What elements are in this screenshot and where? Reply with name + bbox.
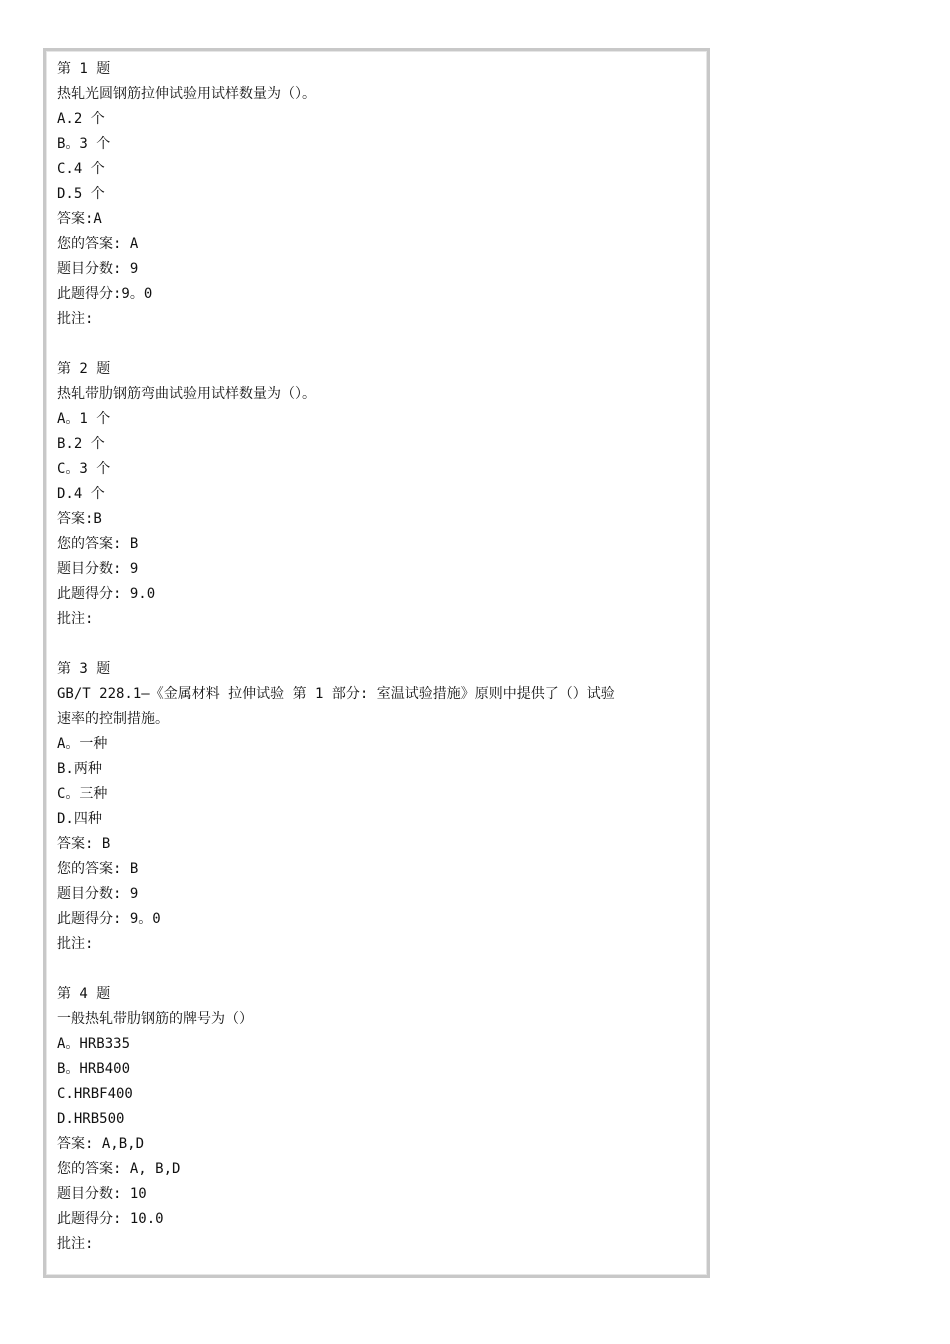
question-2 (57, 357, 697, 632)
comment-label: 批注: (57, 1236, 94, 1252)
question-text: 热轧光圆钢筋拉伸试验用试样数量为（）。 (57, 86, 316, 102)
comment-label: 批注: (57, 311, 94, 327)
earned-score: 此题得分: 10.0 (57, 1211, 164, 1227)
question-score: 题目分数: 9 (57, 561, 139, 577)
your-answer: 您的答案: A, B,D (57, 1161, 181, 1177)
question-text-line-2: 速率的控制措施。 (57, 711, 169, 727)
option-c: C.HRBF400 (57, 1086, 133, 1102)
comment-label: 批注: (57, 611, 94, 627)
your-answer: 您的答案: B (57, 536, 139, 552)
question-4 (57, 982, 697, 1257)
option-b: B.2 个 (57, 436, 105, 452)
question-1 (57, 57, 697, 332)
option-c: C。3 个 (57, 461, 111, 477)
option-d: D.四种 (57, 811, 102, 827)
correct-answer: 答案: A,B,D (57, 1136, 145, 1152)
option-d: D.HRB500 (57, 1111, 125, 1127)
option-d: D.5 个 (57, 186, 105, 202)
your-answer: 您的答案: A (57, 236, 139, 252)
exam-results-panel (43, 48, 710, 1278)
correct-answer: 答案: B (57, 836, 111, 852)
your-answer: 您的答案: B (57, 861, 139, 877)
question-text: 热轧带肋钢筋弯曲试验用试样数量为（）。 (57, 386, 316, 402)
question-number: 第 4 题 (57, 986, 111, 1002)
option-c: C。三种 (57, 786, 108, 802)
question-score: 题目分数: 9 (57, 261, 139, 277)
correct-answer: 答案:A (57, 211, 102, 227)
earned-score: 此题得分:9。0 (57, 286, 153, 302)
option-a: A。HRB335 (57, 1036, 131, 1052)
question-list (57, 57, 697, 1257)
option-c: C.4 个 (57, 161, 105, 177)
earned-score: 此题得分: 9.0 (57, 586, 156, 602)
question-text-line-1: GB/T 228.1—《金属材料 拉伸试验 第 1 部分: 室温试验措施》原则中提供了（）试验 (57, 686, 615, 702)
question-number: 第 1 题 (57, 61, 111, 77)
question-score: 题目分数: 9 (57, 886, 139, 902)
correct-answer: 答案:B (57, 511, 102, 527)
option-b: B。HRB400 (57, 1061, 131, 1077)
question-number: 第 3 题 (57, 661, 111, 677)
question-number: 第 2 题 (57, 361, 111, 377)
option-a: A。1 个 (57, 411, 111, 427)
option-a: A。一种 (57, 736, 108, 752)
earned-score: 此题得分: 9。0 (57, 911, 161, 927)
question-text: 一般热轧带肋钢筋的牌号为（） (57, 1011, 253, 1027)
question-score: 题目分数: 10 (57, 1186, 147, 1202)
option-b: B.两种 (57, 761, 102, 777)
option-d: D.4 个 (57, 486, 105, 502)
option-a: A.2 个 (57, 111, 105, 127)
option-b: B。3 个 (57, 136, 111, 152)
question-3 (57, 657, 697, 957)
comment-label: 批注: (57, 936, 94, 952)
